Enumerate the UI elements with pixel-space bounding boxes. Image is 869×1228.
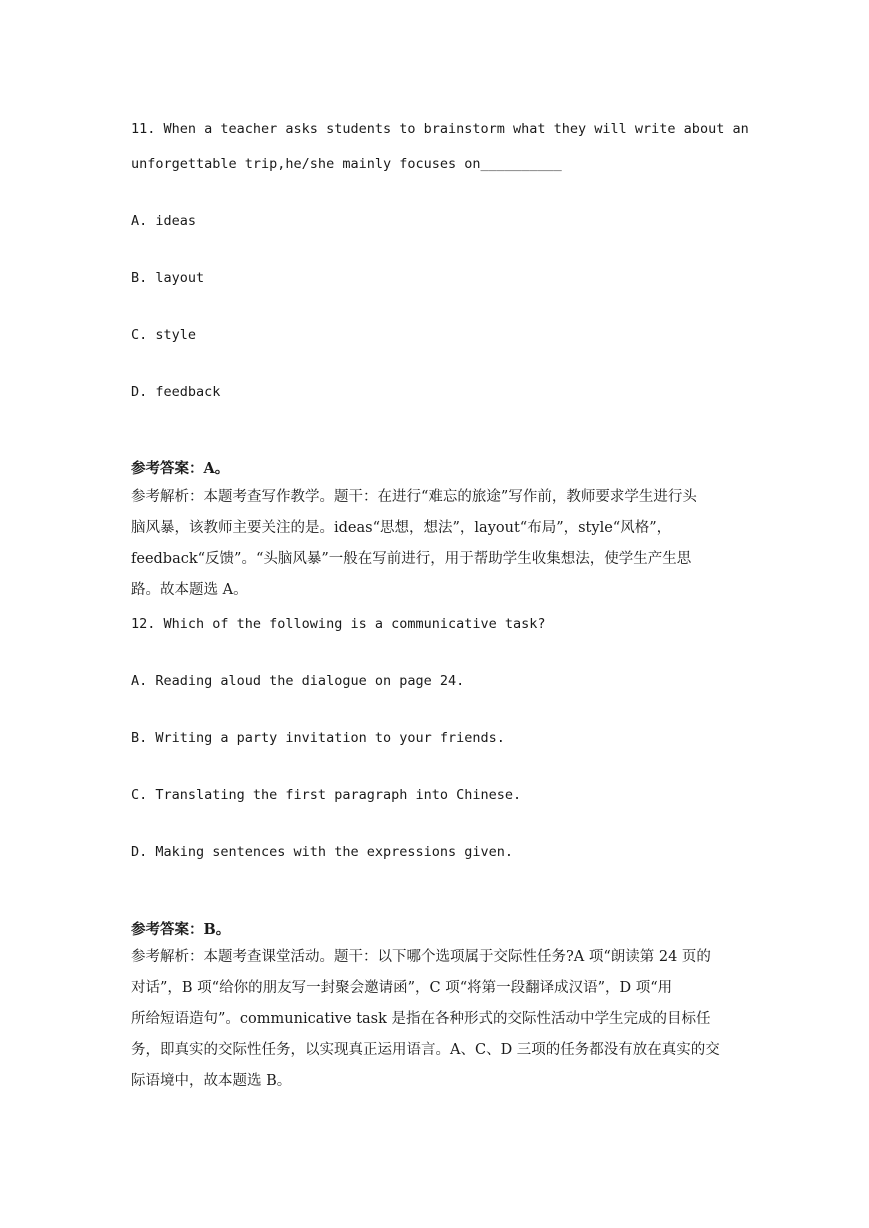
q11-explanation: [131, 482, 741, 606]
q11-stem-line2: unforgettable trip,he/she mainly focuses on__________: [131, 156, 562, 172]
q12-option-d: D. Making sentences with the expressions given.: [131, 844, 514, 860]
q11-explanation-line: 脑风暴，该教师主要关注的是。ideas“思想，想法”，layout“布局”，style“风格”，: [131, 520, 672, 536]
q12-explanation-line: 际语境中，故本题选 B。: [131, 1073, 292, 1089]
q12-explanation-line: 所给短语造句”。communicative task 是指在各种形式的交际性活动中学生完成的目标任: [131, 1011, 711, 1027]
q11-answer: 参考答案：A。: [131, 460, 230, 477]
q12-stem: 12. Which of the following is a communicative task?: [131, 616, 546, 632]
q11-option-b: B. layout: [131, 270, 205, 286]
q12-explanation-line: 参考解析：本题考查课堂活动。题干：以下哪个选项属于交际性任务?A 项“朗读第 24 页的: [131, 949, 711, 965]
q12-option-b: B. Writing a party invitation to your friends.: [131, 730, 505, 746]
q11-option-a: A. ideas: [131, 213, 197, 229]
q12-option-a: A. Reading aloud the dialogue on page 24.: [131, 673, 465, 689]
q11-option-c: C. style: [131, 327, 197, 343]
q12-explanation-line: 对话”，B 项“给你的朋友写一封聚会邀请函”，C 项“将第一段翻译成汉语”，D 项“用: [131, 980, 673, 996]
q11-stem-line1: 11. When a teacher asks students to brainstorm what they will write about an: [131, 121, 749, 137]
q12-explanation: [131, 942, 741, 1097]
q12-option-c: C. Translating the first paragraph into Chinese.: [131, 787, 522, 803]
q12-answer: 参考答案：B。: [131, 921, 231, 938]
q11-explanation-line: feedback“反馈”。“头脑风暴”一般在写前进行，用于帮助学生收集想法，使学生产生思: [131, 551, 692, 567]
q11-option-d: D. feedback: [131, 384, 221, 400]
q11-explanation-line: 参考解析：本题考查写作教学。题干：在进行“难忘的旅途”写作前，教师要求学生进行头: [131, 489, 697, 505]
q12-explanation-line: 务，即真实的交际性任务，以实现真正运用语言。A、C、D 三项的任务都没有放在真实的交: [131, 1042, 720, 1058]
q11-explanation-line: 路。故本题选 A。: [131, 582, 248, 598]
